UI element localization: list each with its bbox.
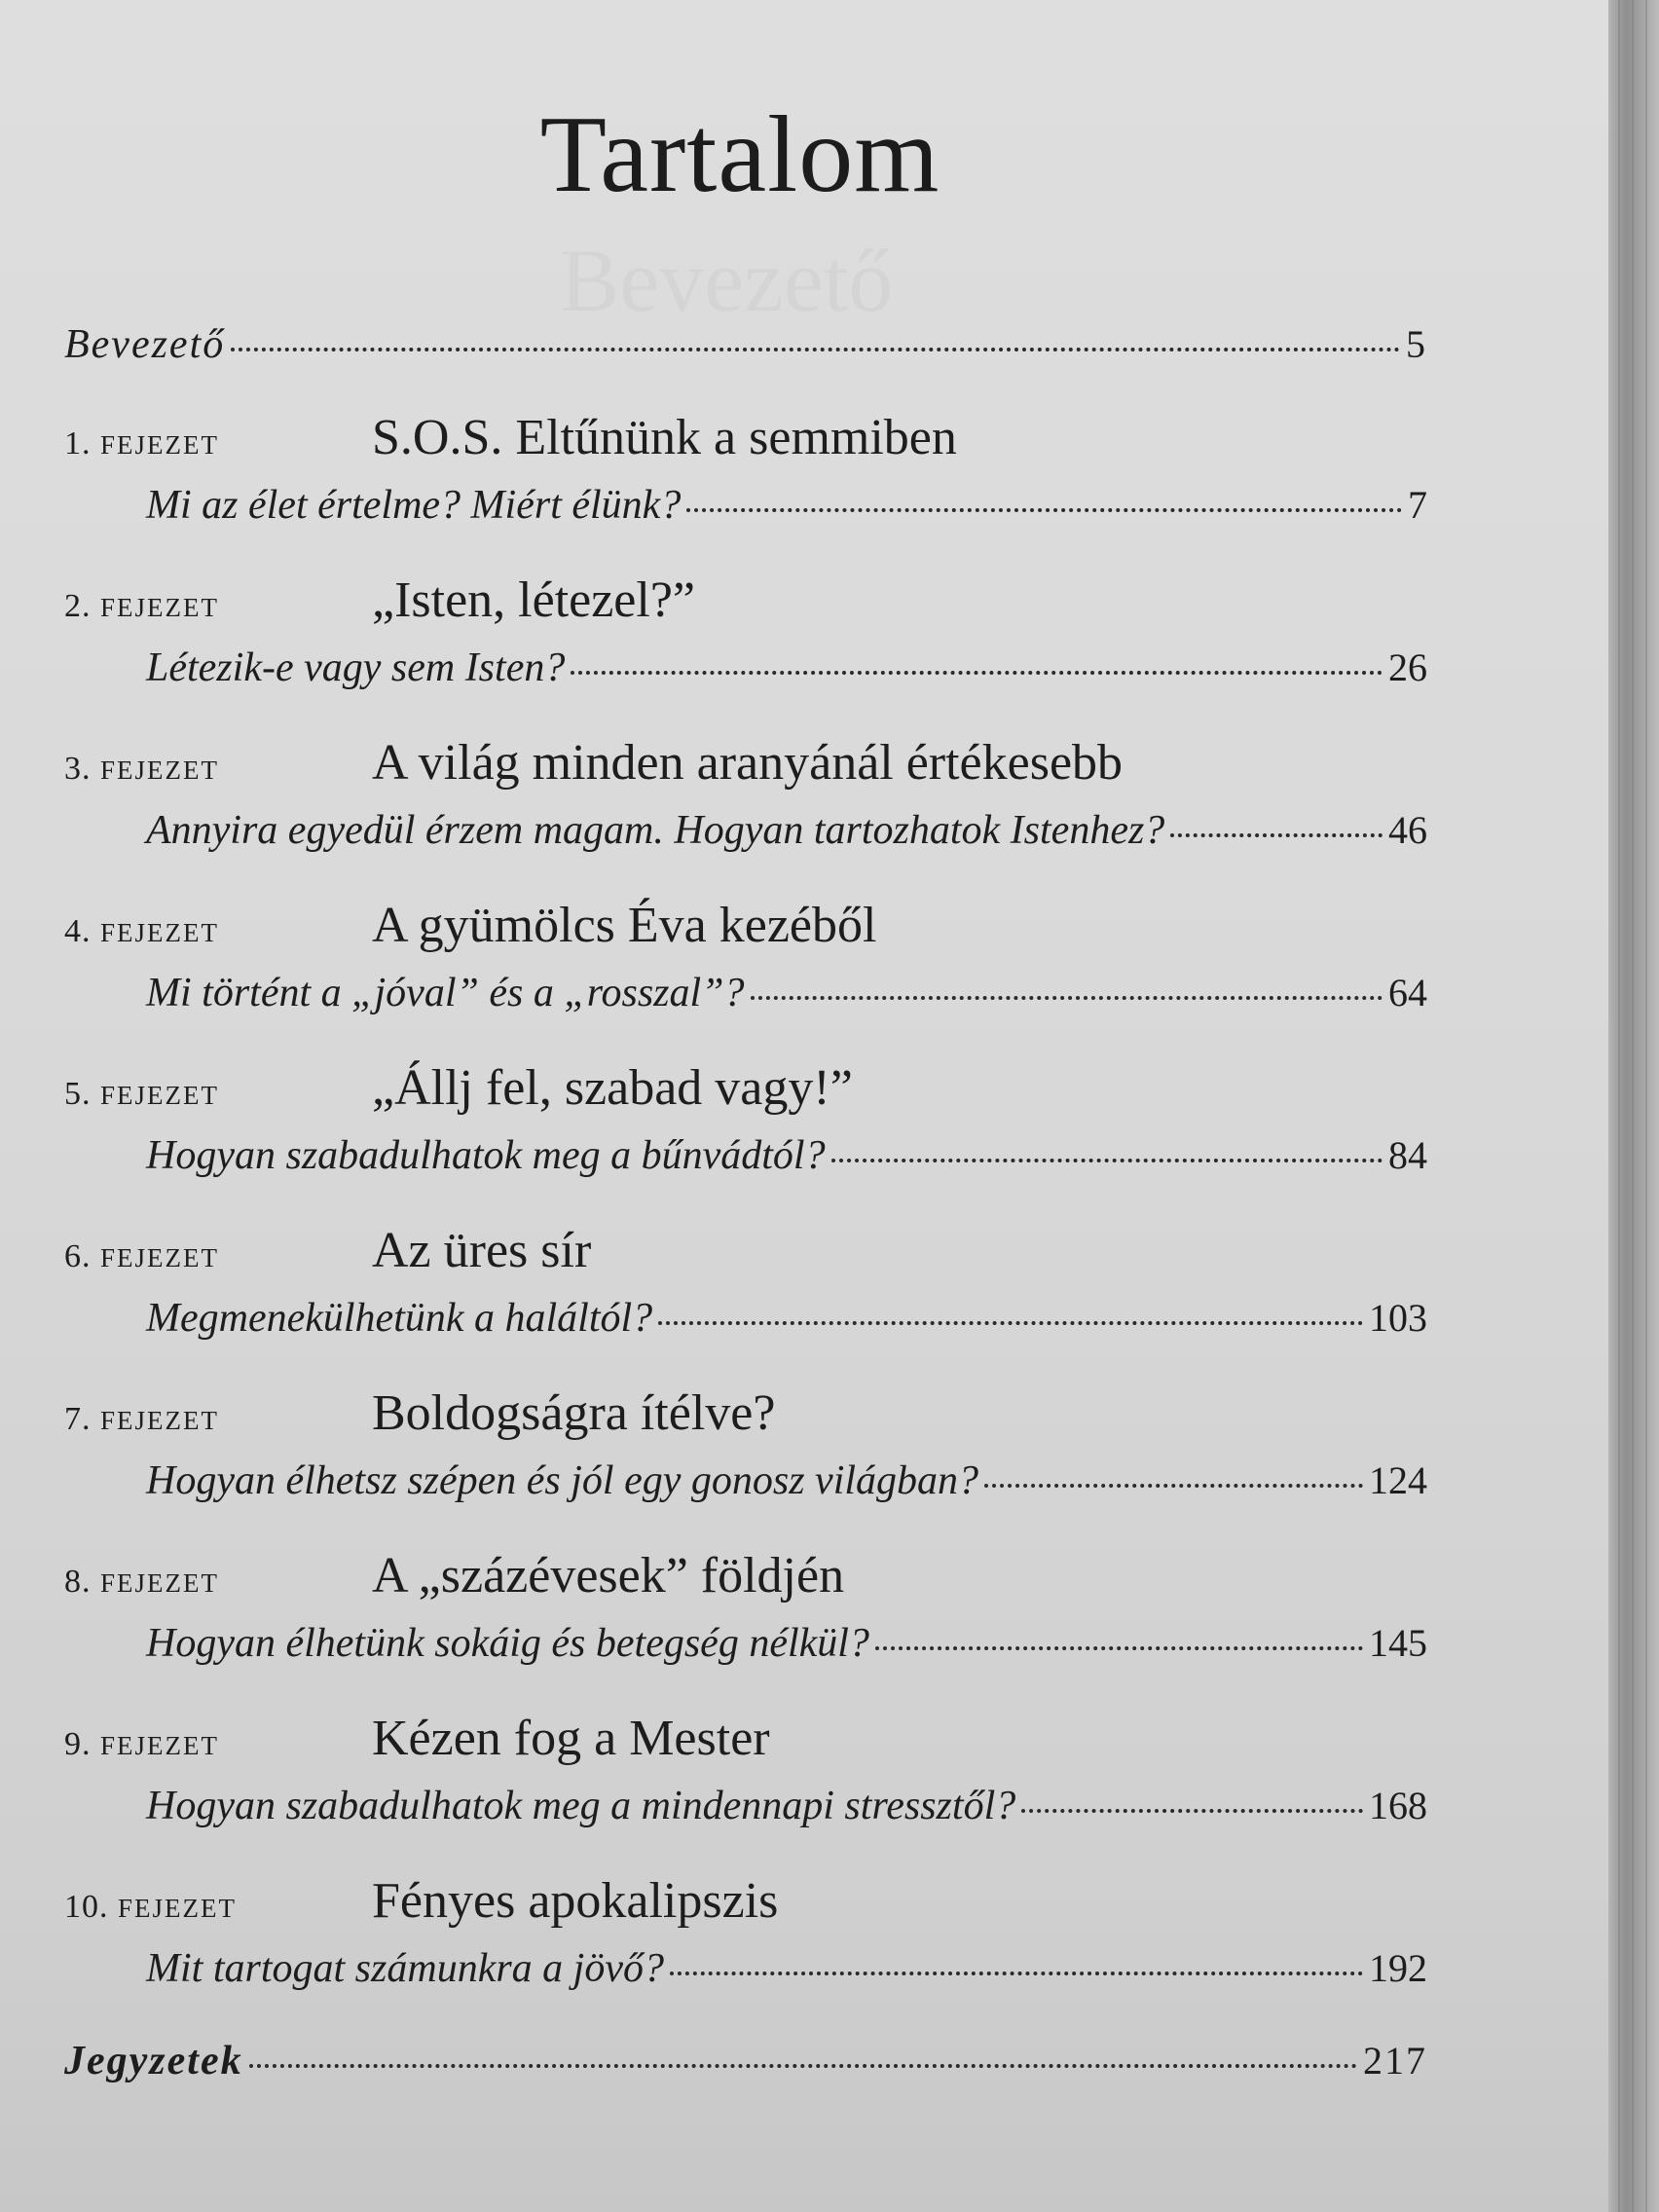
toc-entry-label: Bevezető xyxy=(64,322,226,367)
toc-page-number: 103 xyxy=(1369,1296,1427,1340)
toc-page-number: 26 xyxy=(1388,645,1427,689)
chapter-subtitle: Hogyan élhetünk sokáig és betegség nélkül? xyxy=(146,1621,869,1666)
chapter-subtitle: Megmenekülhetünk a haláltól? xyxy=(146,1296,653,1341)
toc-page-number: 217 xyxy=(1363,2039,1427,2083)
chapter-subtitle: Hogyan szabadulhatok meg a mindennapi stressztől? xyxy=(146,1784,1016,1828)
dot-leader xyxy=(831,1159,1382,1162)
chapter-subtitle: Hogyan szabadulhatok meg a bűnvádtól? xyxy=(146,1133,826,1178)
toc-entry-chapter xyxy=(146,1457,1427,1504)
chapter-number xyxy=(64,1238,372,1275)
chapter-title: A „százévesek” földjén xyxy=(372,1548,845,1604)
chapter-title: Kézen fog a Mester xyxy=(372,1711,770,1766)
toc-entry-label: Jegyzetek xyxy=(64,2039,243,2083)
toc-page-number: 192 xyxy=(1369,1946,1427,1990)
chapter-title: Az üres sír xyxy=(372,1223,592,1278)
page-title: Tartalom xyxy=(539,94,940,215)
chapter-number-value: 4. xyxy=(64,913,92,949)
toc-page-number: 5 xyxy=(1406,322,1427,366)
chapter-subtitle: Hogyan élhetsz szépen és jól egy gonosz világban? xyxy=(146,1458,979,1503)
dot-leader xyxy=(875,1646,1363,1650)
chapter-heading xyxy=(64,1059,1427,1117)
dot-leader xyxy=(984,1484,1363,1488)
toc-entry-chapter xyxy=(146,970,1427,1016)
chapter-heading xyxy=(64,1710,1427,1767)
chapter-word: FEJEZET xyxy=(100,1406,219,1435)
toc-page-number: 84 xyxy=(1388,1133,1427,1177)
toc-page-number: 7 xyxy=(1408,483,1427,527)
chapter-heading xyxy=(64,1384,1427,1442)
chapter-heading xyxy=(64,734,1427,792)
toc-entry-chapter xyxy=(146,1945,1427,1992)
dot-leader xyxy=(1021,1809,1363,1813)
chapter-title: A világ minden aranyánál értékesebb xyxy=(372,735,1124,791)
chapter-subtitle: Mi történt a „jóval” és a „rosszal”? xyxy=(146,971,745,1015)
chapter-title: „Isten, létezel?” xyxy=(372,572,695,628)
toc-page-number: 46 xyxy=(1388,808,1427,852)
show-through-heading: Bevezető xyxy=(560,231,894,330)
chapter-word: FEJEZET xyxy=(100,1731,219,1760)
chapter-heading xyxy=(64,1872,1427,1930)
toc-page-number: 64 xyxy=(1388,971,1427,1014)
chapter-subtitle: Mit tartogat számunkra a jövő? xyxy=(146,1946,664,1991)
toc-entry-chapter xyxy=(146,1295,1427,1342)
toc-entry-chapter xyxy=(146,1783,1427,1829)
chapter-word: FEJEZET xyxy=(100,430,219,460)
toc-page-number: 168 xyxy=(1369,1784,1427,1827)
chapter-title: A gyümölcs Éva kezéből xyxy=(372,898,877,953)
chapter-word: FEJEZET xyxy=(100,1243,219,1272)
chapter-number xyxy=(64,913,372,950)
dot-leader xyxy=(751,996,1382,1000)
chapter-word: FEJEZET xyxy=(100,1568,219,1598)
chapter-title: „Állj fel, szabad vagy!” xyxy=(372,1060,853,1116)
chapter-number xyxy=(64,588,372,625)
chapter-title: Boldogságra ítélve? xyxy=(372,1385,776,1441)
chapter-subtitle: Mi az élet értelme? Miért élünk? xyxy=(146,483,682,528)
chapter-number-value: 9. xyxy=(64,1726,92,1762)
page-edge-line xyxy=(1618,0,1620,2212)
chapter-heading xyxy=(64,571,1427,629)
page-edge-line xyxy=(1632,0,1634,2212)
chapter-word: FEJEZET xyxy=(118,1894,237,1923)
chapter-number xyxy=(64,751,372,788)
page-edge-line xyxy=(1645,0,1647,2212)
chapter-number xyxy=(64,1076,372,1113)
dot-leader xyxy=(658,1321,1363,1325)
toc-entry-intro xyxy=(64,321,1427,368)
chapter-word: FEJEZET xyxy=(100,756,219,785)
chapter-number-value: 7. xyxy=(64,1401,92,1437)
chapter-number xyxy=(64,1726,372,1763)
chapter-number xyxy=(64,1889,372,1926)
chapter-word: FEJEZET xyxy=(100,918,219,947)
chapter-heading xyxy=(64,897,1427,954)
toc-entry-chapter xyxy=(146,1132,1427,1179)
dot-leader xyxy=(686,508,1402,512)
chapter-number xyxy=(64,425,372,462)
toc-page-number: 124 xyxy=(1369,1458,1427,1502)
chapter-word: FEJEZET xyxy=(100,1081,219,1110)
chapter-title: S.O.S. Eltűnünk a semmiben xyxy=(372,410,957,465)
chapter-number-value: 5. xyxy=(64,1076,92,1112)
dot-leader xyxy=(231,348,1400,351)
chapter-heading xyxy=(64,1547,1427,1604)
chapter-word: FEJEZET xyxy=(100,593,219,622)
chapter-subtitle: Annyira egyedül érzem magam. Hogyan tartozhatok Istenhez? xyxy=(146,808,1165,853)
chapter-number-value: 6. xyxy=(64,1238,92,1274)
chapter-heading xyxy=(64,409,1427,466)
toc-entry-chapter xyxy=(146,482,1427,529)
dot-leader xyxy=(1170,833,1382,837)
chapter-number-value: 3. xyxy=(64,751,92,787)
dot-leader xyxy=(249,2064,1357,2068)
page-edge xyxy=(1608,0,1659,2212)
toc-page-number: 145 xyxy=(1369,1621,1427,1665)
dot-leader xyxy=(571,671,1382,675)
toc-entry-chapter xyxy=(146,1620,1427,1667)
chapter-subtitle: Létezik-e vagy sem Isten? xyxy=(146,645,566,690)
toc-entry-notes xyxy=(64,2038,1427,2084)
chapter-number-value: 2. xyxy=(64,588,92,624)
toc-entry-chapter xyxy=(146,807,1427,854)
chapter-title: Fényes apokalipszis xyxy=(372,1873,779,1929)
chapter-number-value: 8. xyxy=(64,1564,92,1600)
chapter-number xyxy=(64,1564,372,1601)
toc-entry-chapter xyxy=(146,645,1427,691)
chapter-number-value: 10. xyxy=(64,1889,109,1925)
chapter-heading xyxy=(64,1222,1427,1279)
chapter-number-value: 1. xyxy=(64,425,92,461)
chapter-number xyxy=(64,1401,372,1438)
dot-leader xyxy=(670,1972,1363,1975)
